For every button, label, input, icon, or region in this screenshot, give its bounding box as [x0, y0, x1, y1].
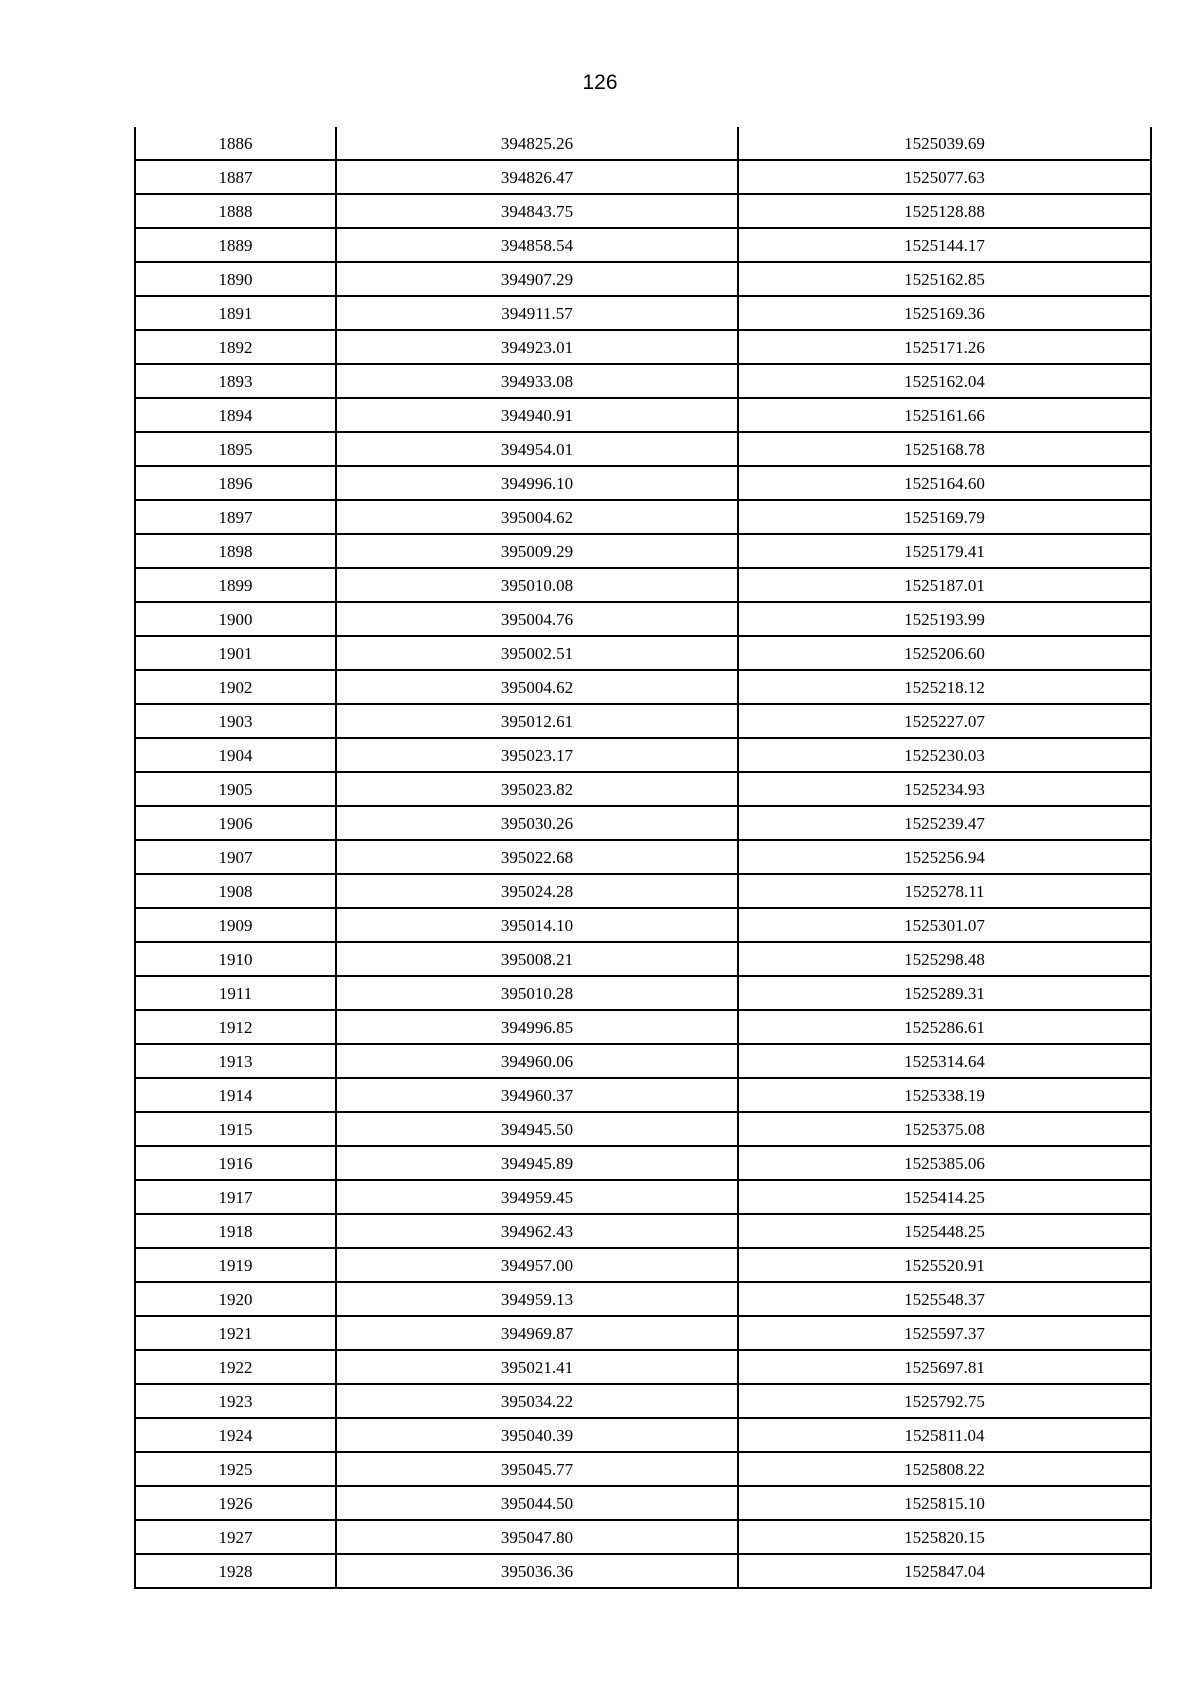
y-coordinate-cell: 1525256.94: [738, 840, 1151, 874]
point-number-cell: 1911: [135, 976, 336, 1010]
x-coordinate-cell: 394960.06: [336, 1044, 738, 1078]
point-number-cell: 1891: [135, 296, 336, 330]
y-coordinate-cell: 1525168.78: [738, 432, 1151, 466]
y-coordinate-cell: 1525808.22: [738, 1452, 1151, 1486]
point-number-cell: 1916: [135, 1146, 336, 1180]
y-coordinate-cell: 1525792.75: [738, 1384, 1151, 1418]
point-number-cell: 1913: [135, 1044, 336, 1078]
point-number-cell: 1897: [135, 500, 336, 534]
table-row: [135, 568, 1151, 602]
table-row: [135, 704, 1151, 738]
point-number-cell: 1905: [135, 772, 336, 806]
y-coordinate-cell: 1525227.07: [738, 704, 1151, 738]
x-coordinate-cell: 395004.76: [336, 602, 738, 636]
point-number-cell: 1898: [135, 534, 336, 568]
y-coordinate-cell: 1525230.03: [738, 738, 1151, 772]
x-coordinate-cell: 394923.01: [336, 330, 738, 364]
x-coordinate-cell: 395010.08: [336, 568, 738, 602]
y-coordinate-cell: 1525548.37: [738, 1282, 1151, 1316]
table-row: [135, 432, 1151, 466]
x-coordinate-cell: 394911.57: [336, 296, 738, 330]
table-row: [135, 1486, 1151, 1520]
x-coordinate-cell: 394907.29: [336, 262, 738, 296]
y-coordinate-cell: 1525171.26: [738, 330, 1151, 364]
point-number-cell: 1912: [135, 1010, 336, 1044]
y-coordinate-cell: 1525298.48: [738, 942, 1151, 976]
y-coordinate-cell: 1525597.37: [738, 1316, 1151, 1350]
x-coordinate-cell: 394945.50: [336, 1112, 738, 1146]
x-coordinate-cell: 394843.75: [336, 194, 738, 228]
x-coordinate-cell: 395004.62: [336, 670, 738, 704]
y-coordinate-cell: 1525338.19: [738, 1078, 1151, 1112]
y-coordinate-cell: 1525697.81: [738, 1350, 1151, 1384]
table-row: [135, 1452, 1151, 1486]
y-coordinate-cell: 1525385.06: [738, 1146, 1151, 1180]
table-row: [135, 1554, 1151, 1588]
y-coordinate-cell: 1525811.04: [738, 1418, 1151, 1452]
table-row: [135, 364, 1151, 398]
table-row: [135, 127, 1151, 160]
x-coordinate-cell: 394959.45: [336, 1180, 738, 1214]
y-coordinate-cell: 1525206.60: [738, 636, 1151, 670]
y-coordinate-cell: 1525847.04: [738, 1554, 1151, 1588]
x-coordinate-cell: 395004.62: [336, 500, 738, 534]
table-row: [135, 1350, 1151, 1384]
y-coordinate-cell: 1525289.31: [738, 976, 1151, 1010]
x-coordinate-cell: 394996.85: [336, 1010, 738, 1044]
x-coordinate-cell: 394962.43: [336, 1214, 738, 1248]
table-row: [135, 976, 1151, 1010]
y-coordinate-cell: 1525128.88: [738, 194, 1151, 228]
table-row: [135, 262, 1151, 296]
point-number-cell: 1928: [135, 1554, 336, 1588]
x-coordinate-cell: 395002.51: [336, 636, 738, 670]
table-row: [135, 602, 1151, 636]
point-number-cell: 1926: [135, 1486, 336, 1520]
page-number: 126: [582, 71, 618, 94]
point-number-cell: 1915: [135, 1112, 336, 1146]
x-coordinate-cell: 394945.89: [336, 1146, 738, 1180]
y-coordinate-cell: 1525301.07: [738, 908, 1151, 942]
y-coordinate-cell: 1525314.64: [738, 1044, 1151, 1078]
point-number-cell: 1918: [135, 1214, 336, 1248]
y-coordinate-cell: 1525039.69: [738, 127, 1151, 160]
x-coordinate-cell: 395024.28: [336, 874, 738, 908]
x-coordinate-cell: 395022.68: [336, 840, 738, 874]
point-number-cell: 1886: [135, 127, 336, 160]
x-coordinate-cell: 394825.26: [336, 127, 738, 160]
x-coordinate-cell: 395012.61: [336, 704, 738, 738]
table-row: [135, 1180, 1151, 1214]
y-coordinate-cell: 1525169.36: [738, 296, 1151, 330]
x-coordinate-cell: 395034.22: [336, 1384, 738, 1418]
point-number-cell: 1910: [135, 942, 336, 976]
table-body: [135, 127, 1151, 1588]
point-number-cell: 1888: [135, 194, 336, 228]
y-coordinate-cell: 1525162.04: [738, 364, 1151, 398]
table-row: [135, 670, 1151, 704]
x-coordinate-cell: 394933.08: [336, 364, 738, 398]
point-number-cell: 1922: [135, 1350, 336, 1384]
table-row: [135, 1146, 1151, 1180]
point-number-cell: 1889: [135, 228, 336, 262]
x-coordinate-cell: 395044.50: [336, 1486, 738, 1520]
table-row: [135, 160, 1151, 194]
x-coordinate-cell: 394940.91: [336, 398, 738, 432]
point-number-cell: 1924: [135, 1418, 336, 1452]
y-coordinate-cell: 1525278.11: [738, 874, 1151, 908]
table-row: [135, 1520, 1151, 1554]
point-number-cell: 1925: [135, 1452, 336, 1486]
y-coordinate-cell: 1525520.91: [738, 1248, 1151, 1282]
y-coordinate-cell: 1525234.93: [738, 772, 1151, 806]
table-row: [135, 534, 1151, 568]
table-row: [135, 874, 1151, 908]
point-number-cell: 1904: [135, 738, 336, 772]
x-coordinate-cell: 395014.10: [336, 908, 738, 942]
table-row: [135, 330, 1151, 364]
point-number-cell: 1920: [135, 1282, 336, 1316]
x-coordinate-cell: 395010.28: [336, 976, 738, 1010]
y-coordinate-cell: 1525815.10: [738, 1486, 1151, 1520]
point-number-cell: 1903: [135, 704, 336, 738]
point-number-cell: 1927: [135, 1520, 336, 1554]
point-number-cell: 1919: [135, 1248, 336, 1282]
point-number-cell: 1907: [135, 840, 336, 874]
x-coordinate-cell: 395023.82: [336, 772, 738, 806]
y-coordinate-cell: 1525164.60: [738, 466, 1151, 500]
point-number-cell: 1906: [135, 806, 336, 840]
point-number-cell: 1892: [135, 330, 336, 364]
x-coordinate-cell: 395008.21: [336, 942, 738, 976]
point-number-cell: 1896: [135, 466, 336, 500]
table-row: [135, 942, 1151, 976]
point-number-cell: 1890: [135, 262, 336, 296]
table-row: [135, 398, 1151, 432]
table-row: [135, 1316, 1151, 1350]
y-coordinate-cell: 1525169.79: [738, 500, 1151, 534]
x-coordinate-cell: 394960.37: [336, 1078, 738, 1112]
x-coordinate-cell: 395045.77: [336, 1452, 738, 1486]
x-coordinate-cell: 395023.17: [336, 738, 738, 772]
point-number-cell: 1887: [135, 160, 336, 194]
x-coordinate-cell: 394957.00: [336, 1248, 738, 1282]
x-coordinate-cell: 395009.29: [336, 534, 738, 568]
y-coordinate-cell: 1525077.63: [738, 160, 1151, 194]
y-coordinate-cell: 1525218.12: [738, 670, 1151, 704]
y-coordinate-cell: 1525414.25: [738, 1180, 1151, 1214]
point-number-cell: 1900: [135, 602, 336, 636]
point-number-cell: 1921: [135, 1316, 336, 1350]
point-number-cell: 1894: [135, 398, 336, 432]
x-coordinate-cell: 394959.13: [336, 1282, 738, 1316]
point-number-cell: 1899: [135, 568, 336, 602]
point-number-cell: 1895: [135, 432, 336, 466]
point-number-cell: 1902: [135, 670, 336, 704]
table-row: [135, 1214, 1151, 1248]
x-coordinate-cell: 394858.54: [336, 228, 738, 262]
table-row: [135, 840, 1151, 874]
point-number-cell: 1917: [135, 1180, 336, 1214]
point-number-cell: 1909: [135, 908, 336, 942]
table-row: [135, 1384, 1151, 1418]
table-row: [135, 738, 1151, 772]
y-coordinate-cell: 1525820.15: [738, 1520, 1151, 1554]
y-coordinate-cell: 1525179.41: [738, 534, 1151, 568]
table-row: [135, 1248, 1151, 1282]
table-row: [135, 194, 1151, 228]
table-row: [135, 636, 1151, 670]
x-coordinate-cell: 395030.26: [336, 806, 738, 840]
table-row: [135, 1112, 1151, 1146]
table-row: [135, 1078, 1151, 1112]
x-coordinate-cell: 395036.36: [336, 1554, 738, 1588]
y-coordinate-cell: 1525187.01: [738, 568, 1151, 602]
x-coordinate-cell: 395021.41: [336, 1350, 738, 1384]
x-coordinate-cell: 394969.87: [336, 1316, 738, 1350]
y-coordinate-cell: 1525239.47: [738, 806, 1151, 840]
point-number-cell: 1901: [135, 636, 336, 670]
y-coordinate-cell: 1525193.99: [738, 602, 1151, 636]
x-coordinate-cell: 394826.47: [336, 160, 738, 194]
point-number-cell: 1914: [135, 1078, 336, 1112]
x-coordinate-cell: 394996.10: [336, 466, 738, 500]
table-row: [135, 228, 1151, 262]
table-row: [135, 466, 1151, 500]
table-row: [135, 908, 1151, 942]
point-number-cell: 1893: [135, 364, 336, 398]
table-row: [135, 806, 1151, 840]
y-coordinate-cell: 1525162.85: [738, 262, 1151, 296]
y-coordinate-cell: 1525448.25: [738, 1214, 1151, 1248]
table-row: [135, 772, 1151, 806]
table-row: [135, 500, 1151, 534]
coordinate-table-container: [134, 127, 1150, 1589]
y-coordinate-cell: 1525144.17: [738, 228, 1151, 262]
point-number-cell: 1908: [135, 874, 336, 908]
table-row: [135, 1010, 1151, 1044]
y-coordinate-cell: 1525161.66: [738, 398, 1151, 432]
y-coordinate-cell: 1525286.61: [738, 1010, 1151, 1044]
table-row: [135, 1282, 1151, 1316]
table-row: [135, 1418, 1151, 1452]
point-number-cell: 1923: [135, 1384, 336, 1418]
x-coordinate-cell: 394954.01: [336, 432, 738, 466]
table-row: [135, 1044, 1151, 1078]
table-row: [135, 296, 1151, 330]
y-coordinate-cell: 1525375.08: [738, 1112, 1151, 1146]
x-coordinate-cell: 395047.80: [336, 1520, 738, 1554]
coordinate-table: [134, 127, 1152, 1589]
x-coordinate-cell: 395040.39: [336, 1418, 738, 1452]
